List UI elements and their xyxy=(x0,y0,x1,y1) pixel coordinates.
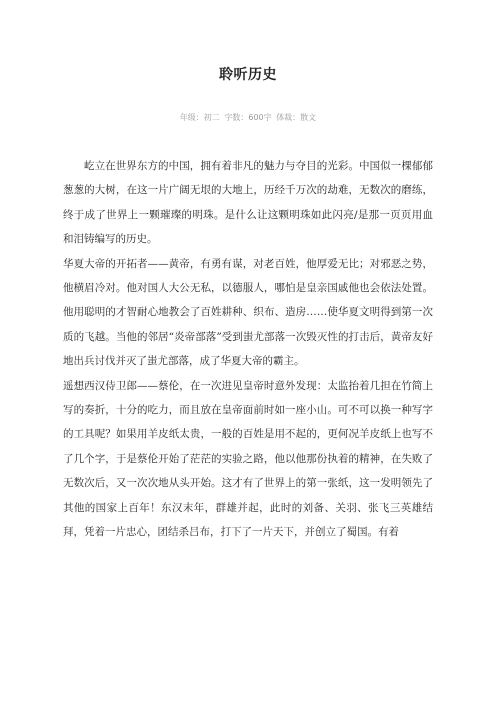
document-meta xyxy=(0,112,496,123)
paragraph-1: 屹立在世界东方的中国，拥有着非凡的魅力与夺目的光彩。中国似一棵郁郁葱葱的大树，在这一片广阔无垠的大地上，历经千万次的劫难，无数次的磨练，终于成了世界上一颗璀璨的明珠。是什么让这颗明珠如此闪亮/是那一页页用血和泪铸编写的历史。 xyxy=(63,160,433,246)
meta-genre: 体裁：散文 xyxy=(276,113,317,122)
document-body xyxy=(63,154,433,545)
meta-grade: 年级：初二 xyxy=(179,113,220,122)
paragraph-3: 遥想西汉侍卫郎——蔡伦，在一次进见皇帝时意外发现：太监抬着几担在竹简上写的奏折，十分的吃力，而且放在皇帝面前时如一座小山。可不可以换一种写字的工具呢？如果用羊皮纸太贵，一般的百姓是用不起的，更何况羊皮纸上也写不了几个字，于是蔡伦开始了茫茫的实验之路，他以他那份执着的精神，在失败了无数次后，又一次次地从头开始。这才有了世界上的第一张纸，这一发明领先了其他的国家上百年！东汉末年，群雄并起，此时的刘备、关羽、张飞三英雄结拜，凭着一片忠心，团结杀吕布，打下了一片天下，并创立了蜀国。有着 xyxy=(63,379,433,539)
meta-word-count: 字数：600字 xyxy=(224,113,272,122)
paragraph-2: 华夏大帝的开拓者——黄帝，有勇有谋，对老百姓，他厚爱无比；对邪恶之势，他横眉冷对。他对国人大公无私，以德服人，哪怕是皇亲国戚他也会依法处置。他用聪明的才智耐心地教会了百姓耕种、织布、造房……使华夏文明得到第一次质的飞越。当他的邻居“炎帝部落”受到蚩尤部落一次毁灭性的打击后，黄帝友好地出兵讨伐并灭了蚩尤部落，成了华夏大帝的霸主。 xyxy=(63,257,433,368)
document-title: 聆听历史 xyxy=(219,67,277,83)
